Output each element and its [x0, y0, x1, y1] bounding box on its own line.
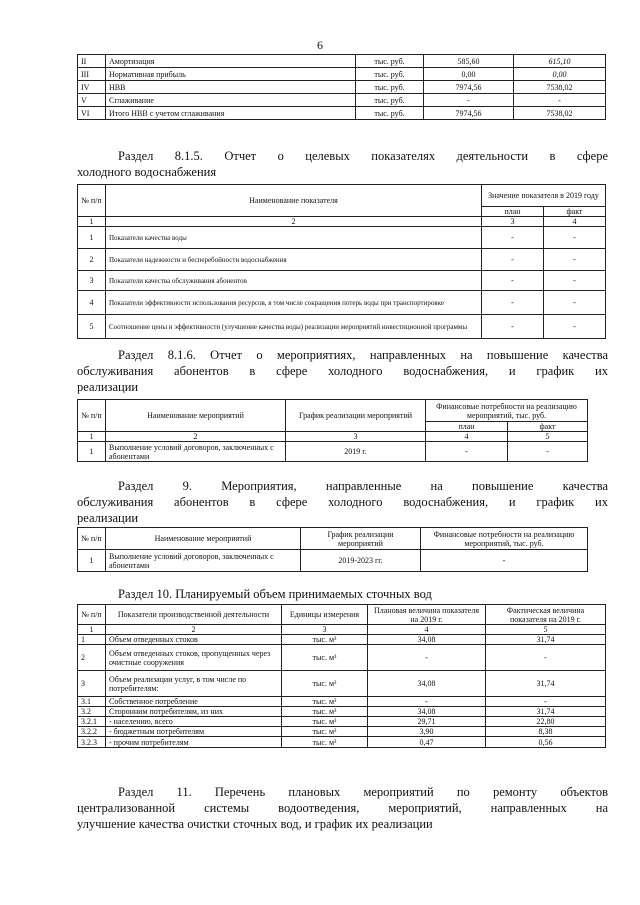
row-number: 2 — [78, 645, 106, 671]
table-row — [78, 55, 606, 68]
row-value-plan: - — [424, 94, 514, 107]
row-plan: - — [368, 645, 486, 671]
table-row — [78, 635, 606, 645]
row-number: II — [78, 55, 106, 68]
table-row — [78, 707, 606, 717]
row-unit: тыс. м³ — [282, 707, 368, 717]
header-fact: Фактическая величина показателя на 2019 г. — [486, 605, 606, 625]
index-cell: 1 — [78, 217, 106, 227]
row-indicator-name: Соотношение цены и эффективности (улучшение качества воды) реализации мероприятий инвестиционной программы — [106, 315, 482, 339]
row-unit: тыс. м³ — [282, 717, 368, 727]
table-row — [78, 249, 606, 271]
row-unit: тыс. м³ — [282, 727, 368, 737]
table-row — [78, 645, 606, 671]
row-indicator: - прочим потребителям — [106, 737, 282, 748]
row-number: 2 — [78, 249, 106, 271]
row-unit: тыс. м³ — [282, 697, 368, 707]
row-name: Итого НВВ с учетом сглаживания — [106, 107, 356, 120]
row-value-plan: 585,60 — [424, 55, 514, 68]
index-cell: 5 — [508, 432, 588, 442]
header-financial-needs: Финансовые потребности на реализацию мероприятий, тыс. руб. — [421, 528, 588, 550]
header-financial-needs: Финансовые потребности на реализацию мероприятий, тыс. руб. — [426, 400, 588, 422]
index-cell: 4 — [368, 625, 486, 635]
table-row — [78, 68, 606, 81]
header-value-2019: Значение показателя в 2019 году — [482, 185, 606, 207]
table-row — [78, 727, 606, 737]
index-cell: 2 — [106, 217, 482, 227]
index-cell: 1 — [78, 625, 106, 635]
table-measures-816 — [77, 399, 588, 462]
index-cell: 3 — [286, 432, 426, 442]
table-row: 1 Выполнение условий договоров, заключенных с абонентами 2019-2023 гг. - — [78, 550, 588, 572]
table-row — [78, 737, 606, 748]
section-10-heading: Раздел 10. Планируемый объем принимаемых сточных вод — [118, 587, 432, 601]
index-cell: 4 — [426, 432, 508, 442]
table-measures-9 — [77, 527, 588, 572]
row-plan: 34,08 — [368, 671, 486, 697]
row-indicator-name: Показатели качества воды — [106, 227, 482, 249]
row-number: 1 — [78, 227, 106, 249]
row-fact: - — [544, 227, 606, 249]
row-unit: тыс. руб. — [356, 81, 424, 94]
section-8-1-5-heading: Раздел 8.1.5. Отчет о целевых показателях деятельности в сфере — [118, 149, 608, 163]
row-unit: тыс. руб. — [356, 68, 424, 81]
row-plan: 29,71 — [368, 717, 486, 727]
row-unit: тыс. руб. — [356, 94, 424, 107]
row-indicator: Собственное потребление — [106, 697, 282, 707]
header-num: № п/п — [78, 400, 106, 432]
row-value-fact: 7538,02 — [514, 107, 606, 120]
row-fact: 0,56 — [486, 737, 606, 748]
header-plan: план — [482, 207, 544, 217]
row-indicator-name: Показатели качества обслуживания абонентов — [106, 271, 482, 291]
row-name: Амортизация — [106, 55, 356, 68]
header-unit: Единицы измерения — [282, 605, 368, 625]
table-row — [78, 271, 606, 291]
row-value-plan: 0,00 — [424, 68, 514, 81]
row-name: Нормативная прибыль — [106, 68, 356, 81]
row-number: 3.2.1 — [78, 717, 106, 727]
header-num: № п/п — [78, 185, 106, 217]
row-indicator: Объем реализации услуг, в том числе по потребителям: — [106, 671, 282, 697]
row-fact: - — [486, 645, 606, 671]
row-number: III — [78, 68, 106, 81]
row-name: Сглаживание — [106, 94, 356, 107]
row-fact: - — [486, 697, 606, 707]
row-number: 3.2.2 — [78, 727, 106, 737]
row-indicator: Сторонним потребителям, из них — [106, 707, 282, 717]
row-value-fact: 615,10 — [514, 55, 606, 68]
header-indicator-name: Наименование показателя — [106, 185, 482, 217]
row-unit: тыс. м³ — [282, 645, 368, 671]
row-indicator: - бюджетным потребителям — [106, 727, 282, 737]
row-unit: тыс. м³ — [282, 737, 368, 748]
row-fact: 31,74 — [486, 635, 606, 645]
index-cell: 2 — [106, 625, 282, 635]
row-value-fact: 7538,02 — [514, 81, 606, 94]
row-number: IV — [78, 81, 106, 94]
row-indicator-name: Показатели надежности и бесперебойности водоснабжения — [106, 249, 482, 271]
row-number: 1 — [78, 635, 106, 645]
row-plan: - — [482, 271, 544, 291]
table-row — [78, 717, 606, 727]
header-plan: Плановая величина показателя на 2019 г. — [368, 605, 486, 625]
table-row — [78, 94, 606, 107]
header-schedule: График реализации мероприятий — [301, 528, 421, 550]
row-fact: - — [544, 315, 606, 339]
section-8-1-6-heading: Раздел 8.1.6. Отчет о мероприятиях, направленных на повышение качества обслуживания абонентов в сфере холодного водоснабжения, и график их реализации — [77, 348, 608, 394]
row-value-fact: 0,00 — [514, 68, 606, 81]
row-value-fact: - — [514, 94, 606, 107]
row-number: 3 — [78, 671, 106, 697]
section-8-1-5-heading-cont: холодного водоснабжения — [77, 165, 217, 179]
index-cell: 3 — [482, 217, 544, 227]
row-number: 3.1 — [78, 697, 106, 707]
row-unit: тыс. м³ — [282, 671, 368, 697]
header-indicator: Показатели производственной деятельности — [106, 605, 282, 625]
row-fact: - — [544, 249, 606, 271]
page-number: 6 — [317, 38, 323, 52]
index-cell: 1 — [78, 432, 106, 442]
header-fact: факт — [508, 422, 588, 432]
row-name: НВВ — [106, 81, 356, 94]
table-row — [78, 697, 606, 707]
table-target-indicators — [77, 184, 606, 339]
row-indicator: - населению, всего — [106, 717, 282, 727]
header-measure-name: Наименование мероприятий — [106, 528, 301, 550]
row-plan: 34,08 — [368, 635, 486, 645]
row-plan: - — [482, 227, 544, 249]
row-fact: - — [544, 271, 606, 291]
row-unit: тыс. руб. — [356, 55, 424, 68]
header-schedule: График реализации мероприятий — [286, 400, 426, 432]
row-plan: - — [482, 249, 544, 271]
table-row: 1 Выполнение условий договоров, заключенных с абонентами 2019 г. - - — [78, 442, 588, 462]
row-fact: 31,74 — [486, 707, 606, 717]
index-cell: 5 — [486, 625, 606, 635]
row-number: 3.2.3 — [78, 737, 106, 748]
row-number: VI — [78, 107, 106, 120]
row-fact: 22,80 — [486, 717, 606, 727]
row-indicator: Объем отведенных стоков — [106, 635, 282, 645]
row-plan: 3,90 — [368, 727, 486, 737]
row-number: 5 — [78, 315, 106, 339]
header-num: № п/п — [78, 528, 106, 550]
row-fact: 31,74 — [486, 671, 606, 697]
row-value-plan: 7974,56 — [424, 107, 514, 120]
row-fact: - — [544, 291, 606, 315]
row-fact: 8,38 — [486, 727, 606, 737]
row-number: 3.2 — [78, 707, 106, 717]
table-row — [78, 81, 606, 94]
table-row — [78, 107, 606, 120]
row-number: V — [78, 94, 106, 107]
table-financial-summary — [77, 54, 606, 120]
header-plan: план — [426, 422, 508, 432]
table-row — [78, 671, 606, 697]
row-plan: 34,08 — [368, 707, 486, 717]
section-11-heading: Раздел 11. Перечень плановых мероприятий по ремонту объектов централизованной системы водоотведения, мероприятий, направленных на улучшение качества очистки сточных вод, и график их реализации — [77, 785, 608, 831]
row-plan: - — [482, 315, 544, 339]
table-row — [78, 291, 606, 315]
row-number: 3 — [78, 271, 106, 291]
header-measure-name: Наименование мероприятий — [106, 400, 286, 432]
row-unit: тыс. м³ — [282, 635, 368, 645]
row-indicator-name: Показатели эффективности использования ресурсов, в том числе сокращения потерь воды при транспортировке — [106, 291, 482, 315]
row-plan: - — [482, 291, 544, 315]
header-fact: факт — [544, 207, 606, 217]
row-indicator: Объем отведенных стоков, пропущенных через очистные сооружения — [106, 645, 282, 671]
header-num: № п/п — [78, 605, 106, 625]
row-value-plan: 7974,56 — [424, 81, 514, 94]
row-plan: - — [368, 697, 486, 707]
table-wastewater-volume — [77, 604, 606, 748]
row-number: 4 — [78, 291, 106, 315]
table-row — [78, 227, 606, 249]
section-9-heading: Раздел 9. Мероприятия, направленные на повышение качества обслуживания абонентов в сфере холодного водоснабжения, и график их реализации — [77, 479, 608, 525]
index-cell: 3 — [282, 625, 368, 635]
row-plan: 0,47 — [368, 737, 486, 748]
table-row — [78, 315, 606, 339]
index-cell: 4 — [544, 217, 606, 227]
row-unit: тыс. руб. — [356, 107, 424, 120]
index-cell: 2 — [106, 432, 286, 442]
